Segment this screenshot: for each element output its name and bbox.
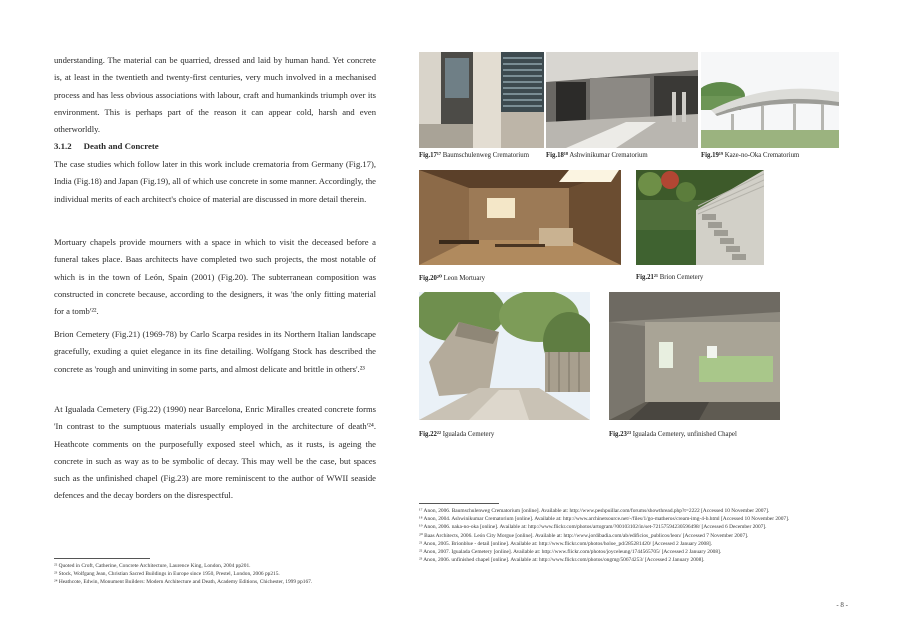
footnote: ²² Anon, 2007. Igualada Cemetery [online]. Available at: http://www.flickr.com/photos/joyceleung/1744565705/ [Accessed 2 January 2008]. (419, 549, 722, 556)
section-title: Death and Concrete (83, 141, 159, 151)
footnotes-left (54, 562, 376, 587)
caption-fig18 (546, 152, 648, 159)
caption-title: Ashwinikumar Crematorium (569, 152, 648, 159)
caption-title: Baumschulenweg Crematorium (442, 152, 529, 159)
footnote-rule-left (54, 558, 150, 559)
caption-label: Fig.22²² (419, 431, 442, 438)
caption-fig21 (636, 274, 703, 281)
section-heading (54, 141, 159, 151)
caption-label: Fig.18¹⁸ (546, 152, 569, 159)
page-number: - 8 - (836, 601, 848, 609)
footnotes-right (419, 507, 843, 564)
footnote: ¹⁸ Anon, 2004. Ashwinikumar Crematorium [online]. Available at: http://www.archinetsource.net/-/files/1/go-matheros/cream-img-4-b.html [Accessed 10 November 2007]. (419, 516, 790, 523)
paragraph-intro: understanding. The material can be quarried, dressed and laid by human hand. Yet concrete is, at least in the twentieth and twenty-first centuries, very much involved in a mechanised process and has less obvious associations with labour, craft and humankinds triumph over its environment. This is perhaps part of the reason it can appear cold, harsh and even otherworldly. (54, 55, 376, 135)
footnote: ²¹ Anon, 2005. Brionblue - detail [online]. Available at: http://www.flickr.com/photos/holoe_pd/285281420/ [Accessed 2 January 2008]. (419, 540, 713, 547)
caption-label: Fig.21²¹ (636, 274, 659, 281)
footnote: ²⁴ Heathcote, Edwin, Monument Builders: Modern Architecture and Death, Academy Editions, Chichester, 1999 pp167. (54, 579, 313, 586)
footnote: ²⁰ Baas Architects, 2006. León City Morgue [online]. Available at: http://www.jordibadia.com/ab/edificios_publicos/leon/ [Accessed 7 November 2007]. (419, 532, 749, 539)
caption-title: Igualada Cemetery, unfinished Chapel (632, 431, 737, 438)
photo-brion-cemetery (636, 170, 764, 265)
footnote: ²² Quoted in Croft, Catherine, Concrete Architecture, Laurence King, London, 2004 pp201. (54, 563, 251, 569)
caption-fig23 (609, 431, 737, 438)
paragraph-brion: Brion Cemetery (Fig.21) (1969-78) by Carlo Scarpa resides in its Northern Italian landscape gracefully, exuding a quiet elegance in its fine detailing. Wolfgang Stock has described the concrete as 'rough and uninviting in some parts, and almost delicate and brittle in others'.²³ (54, 329, 376, 374)
caption-fig19 (701, 152, 799, 159)
paragraph-mortuary: Mortuary chapels provide mourners with a space in which to visit the deceased before a funeral takes place. Baas architects have completed two such projects, the most notable of which is in the town of León, Spain (2001) (Fig.20). The subterranean composition was constructed in concrete because, according to the designers, it was 'the only fitting material for a tomb'²². (54, 237, 376, 317)
photo-ashwinikumar (546, 52, 698, 148)
caption-label: Fig.17¹⁷ (419, 152, 442, 159)
photo-baumschulenweg (419, 52, 544, 148)
paragraph-case-studies: The case studies which follow later in this work include crematoria from Germany (Fig.17), India (Fig.18) and Japan (Fig.19), all of which use concrete in some manner. Accordingly, the individual merits of each architect's choice of material are discussed in more detail therein. (54, 159, 376, 204)
caption-label: Fig.20²⁰ (419, 275, 442, 282)
paragraph-igualada: At Igualada Cemetery (Fig.22) (1990) near Barcelona, Enric Miralles created concrete forms 'In contrast to the sumptuous materials usually employed in the architecture of death'²⁴. Heathcote comments on the purposefully exposed steel which, as it rusts, is ageing the concrete in such as way as to be symbolic of decay. This may well be the case, but spaces such as the unfinished chapel (Fig.23) are more reminiscent to the author of WWII seaside defences and the decay borders on the disrespectful. (54, 404, 376, 501)
caption-title: Leon Mortuary (443, 275, 485, 282)
caption-title: Kaze-no-Oka Crematorium (724, 152, 800, 159)
footnote: ²³ Stock, Wolfgang Jean, Christian Sacred Buildings in Europe since 1950, Prestel, London, 2006 pp215. (54, 571, 280, 578)
caption-fig22 (419, 431, 494, 438)
caption-label: Fig.19¹⁹ (701, 152, 724, 159)
footnote: ¹⁷ Anon, 2006. Baumschulenweg Crematorium [online]. Available at: http://www.peshpuillar.com/forums/showthread.php?t=2222 [Accessed 10 November 2007]. (419, 508, 770, 514)
footnote-rule-right (419, 503, 499, 504)
caption-title: Igualada Cemetery (442, 431, 495, 438)
section-number: 3.1.2 (54, 141, 72, 151)
caption-fig20 (419, 274, 485, 282)
photo-igualada-cemetery (419, 292, 590, 420)
photo-leon-mortuary (419, 170, 621, 265)
caption-label: Fig.23²³ (609, 431, 632, 438)
footnote: ²³ Anon, 2006. unfinished chapel [online]. Available at: http://www.flickr.com/photos/ongmg/50674253/ [Accessed 2 January 2008]. (419, 557, 705, 564)
photo-igualada-chapel (609, 292, 780, 420)
caption-fig17 (419, 152, 529, 159)
footnote: ¹⁹ Anon, 2006. naka-no-oka [online]. Available at: http://www.flickr.com/photos/artogram/?00103102/in/set-72157594230596498/ [Accessed 6 December 2007]. (419, 524, 767, 531)
photo-kaze-no-oka (701, 52, 839, 148)
caption-title: Brion Cemetery (659, 274, 704, 281)
